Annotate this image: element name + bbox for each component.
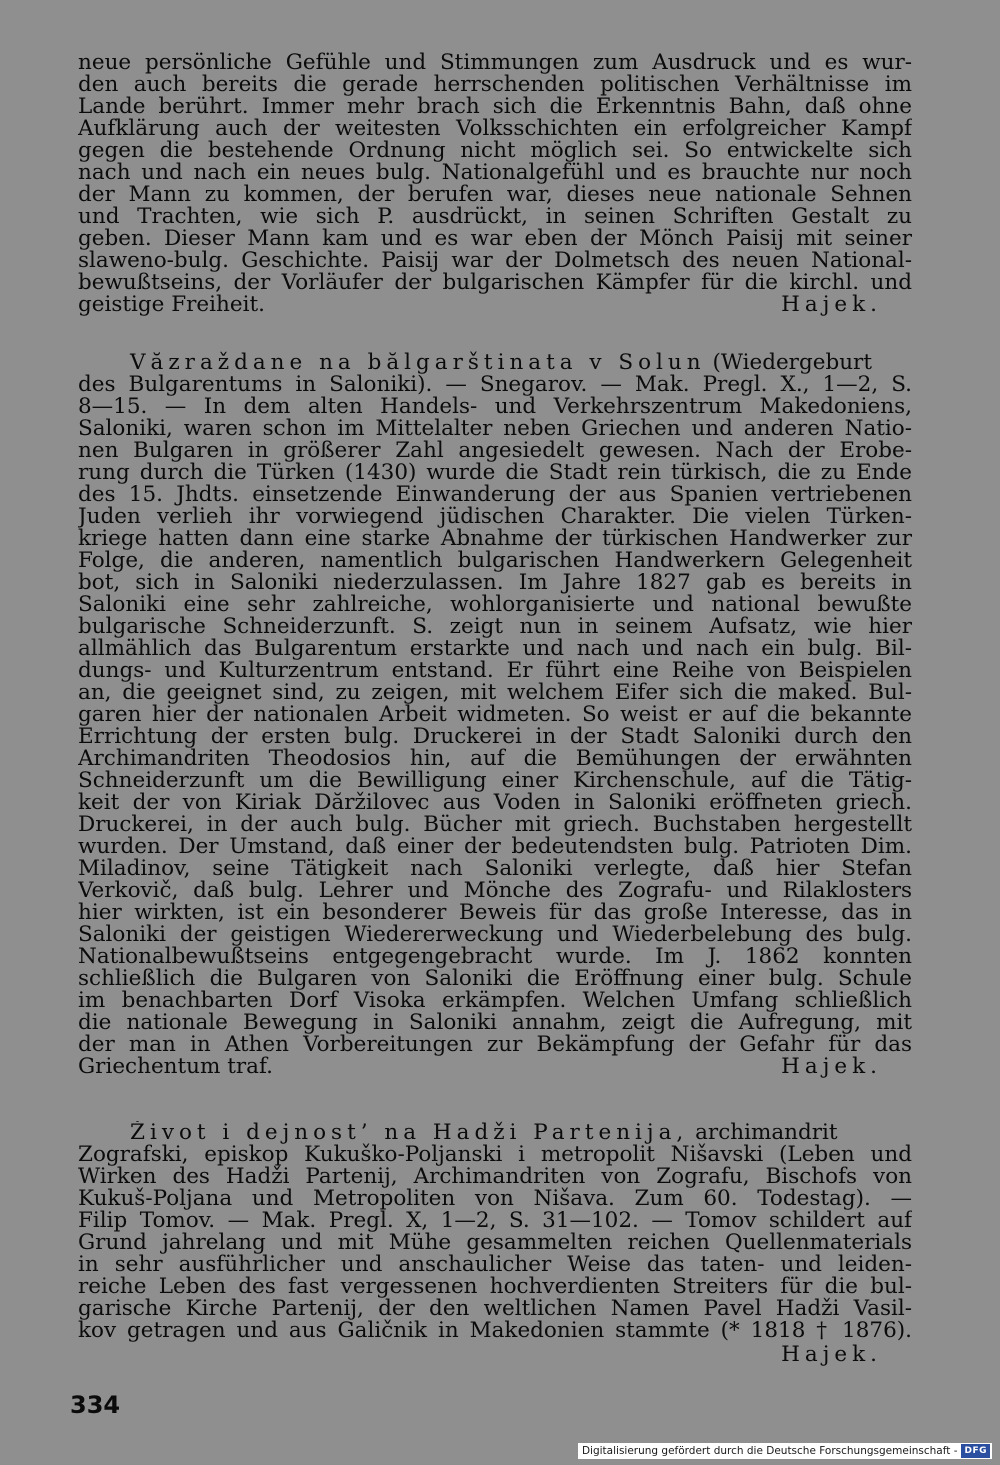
text-line: Saloniki, waren schon im Mittelalter neben Griechen und anderen Natio- <box>78 417 912 441</box>
text-line: Druckerei, in der auch bulg. Bücher mit griech. Buchstaben hergestellt <box>78 813 912 837</box>
text-line: Miladinov, seine Tätigkeit nach Saloniki verlegte, daß hier Stefan <box>78 857 912 881</box>
text-line: bewußtseins, der Vorläufer der bulgarischen Kämpfer für die kirchl. und <box>78 271 912 295</box>
text-line: bulgarische Schneiderzunft. S. zeigt nun in seinem Aufsatz, wie hier <box>78 615 912 639</box>
entry-title-rest: (Wiedergeburt <box>712 351 872 375</box>
text-line: Saloniki eine sehr zahlreiche, wohlorganisierte und national bewußte <box>78 593 912 617</box>
footer-text: Digitalisierung gefördert durch die Deutsche Forschungsgemeinschaft - <box>581 1445 958 1457</box>
text-line: an, die geeignet sind, zu zeigen, mit welchem Eifer sich die maked. Bul- <box>78 681 912 705</box>
text-line: wurden. Der Umstand, daß einer der bedeutendsten bulg. Patrioten Dim. <box>78 835 912 859</box>
text-line: Kukuš-Poljana und Metropoliten von Nišava. Zum 60. Todestag). — <box>78 1187 912 1211</box>
page-number: 334 <box>70 1391 121 1419</box>
entry-heading-line <box>78 351 912 375</box>
text-line: schließlich die Bulgaren von Saloniki die Eröffnung einer bulg. Schule <box>78 967 912 991</box>
text-line: Griechentum traf. <box>78 1055 273 1079</box>
text-line: Nationalbewußtseins entgegengebracht wurde. Im J. 1862 konnten <box>78 945 912 969</box>
text-line: geistige Freiheit. <box>78 293 265 317</box>
text-line: 8—15. — In dem alten Handels- und Verkehrszentrum Makedoniens, <box>78 395 912 419</box>
text-line: Grund jahrelang und mit Mühe gesammelten reichen Quellenmaterials <box>78 1231 912 1255</box>
text-line: geben. Dieser Mann kam und es war eben der Mönch Paisij mit seiner <box>78 227 912 251</box>
text-line: Wirken des Hadži Partenij, Archimandriten von Zografu, Bischofs von <box>78 1165 912 1189</box>
text-line: die nationale Bewegung in Saloniki annahm, zeigt die Aufregung, mit <box>78 1011 912 1035</box>
dfg-logo-icon: DFG <box>961 1444 990 1458</box>
text-line: Errichtung der ersten bulg. Druckerei in der Stadt Saloniki durch den <box>78 725 912 749</box>
text-line: im benachbarten Dorf Visoka erkämpfen. Welchen Umfang schließlich <box>78 989 912 1013</box>
text-line: und Trachten, wie sich P. ausdrückt, in seinen Schriften Gestalt zu <box>78 205 912 229</box>
text-line: Folge, die anderen, namentlich bulgarischen Handwerkern Gelegenheit <box>78 549 912 573</box>
text-line: slaweno-bulg. Geschichte. Paisij war der Dolmetsch des neuen National- <box>78 249 912 273</box>
text-line: Verkovič, daß bulg. Lehrer und Mönche des Zografu- und Rilaklosters <box>78 879 912 903</box>
text-line: garische Kirche Partenij, der den weltlichen Namen Pavel Hadži Vasil- <box>78 1297 912 1321</box>
text-line: der man in Athen Vorbereitungen zur Bekämpfung der Gefahr für das <box>78 1033 912 1057</box>
text-line: Archimandriten Theodosios hin, auf die Bemühungen der erwähnten <box>78 747 912 771</box>
text-line: nach und nach ein neues bulg. Nationalgefühl und es brauchte nur noch <box>78 161 912 185</box>
text-line: kov getragen und aus Galičnik in Makedonien stammte (* 1818 † 1876). <box>78 1319 912 1343</box>
dfg-footer <box>578 1443 992 1459</box>
entry-title: Văzraždane na bălgarštinata v Solun <box>130 351 706 375</box>
text-line: des 15. Jhdts. einsetzende Einwanderung der aus Spanien vertriebenen <box>78 483 912 507</box>
text-line: rung durch die Türken (1430) wurde die Stadt rein türkisch, die zu Ende <box>78 461 912 485</box>
entry-title: Život i dejnost’ na Hadži Partenija, <box>130 1121 689 1145</box>
text-line: gegen die bestehende Ordnung nicht möglich sei. So entwickelte sich <box>78 139 912 163</box>
text-line: in sehr ausführlicher und anschaulicher Weise das taten- und leiden- <box>78 1253 912 1277</box>
text-line: dungs- und Kulturzentrum entstand. Er führt eine Reihe von Beispielen <box>78 659 912 683</box>
text-line: den auch bereits die gerade herrschenden politischen Verhältnisse im <box>78 73 912 97</box>
text-line: nen Bulgaren in größerer Zahl angesiedelt gewesen. Nach der Erobe- <box>78 439 912 463</box>
author-signature: Hajek. <box>781 1054 882 1079</box>
text-line: Filip Tomov. — Mak. Pregl. X, 1—2, S. 31—102. — Tomov schildert auf <box>78 1209 912 1233</box>
author-signature: Hajek. <box>781 292 882 317</box>
text-line: Saloniki der geistigen Wiedererweckung und Wiederbelebung des bulg. <box>78 923 912 947</box>
text-line: allmählich das Bulgarentum erstarkte und nach und nach ein bulg. Bil- <box>78 637 912 661</box>
text-line: Lande berührt. Immer mehr brach sich die Erkenntnis Bahn, daß ohne <box>78 95 912 119</box>
text-line: hier wirkten, ist ein besonderer Beweis für das große Interesse, das in <box>78 901 912 925</box>
text-line: Zografski, episkop Kukuško-Poljanski i metropolit Nišavski (Leben und <box>78 1143 912 1167</box>
text-line: Schneiderzunft um die Bewilligung einer Kirchenschule, auf die Tätig- <box>78 769 912 793</box>
text-line: neue persönliche Gefühle und Stimmungen zum Ausdruck und es wur- <box>78 51 912 75</box>
entry-heading-line <box>78 1121 912 1145</box>
text-line: des Bulgarentums in Saloniki). — Snegarov. — Mak. Pregl. X., 1—2, S. <box>78 373 912 397</box>
text-line: reiche Leben des fast vergessenen hochverdienten Streiters für die bul- <box>78 1275 912 1299</box>
text-line: kriege hatten dann eine starke Abnahme der türkischen Handwerker zur <box>78 527 912 551</box>
text-line: bot, sich in Saloniki niederzulassen. Im Jahre 1827 gab es bereits in <box>78 571 912 595</box>
text-line: keit der von Kiriak Dăržilovec aus Voden in Saloniki eröffneten griech. <box>78 791 912 815</box>
text-line: Aufklärung auch der weitesten Volksschichten ein erfolgreicher Kampf <box>78 117 912 141</box>
text-line: garen hier der nationalen Arbeit widmeten. So weist er auf die bekannte <box>78 703 912 727</box>
author-signature: Hajek. <box>781 1342 882 1367</box>
text-line: Juden verlieh ihr vorwiegend jüdischen Charakter. Die vielen Türken- <box>78 505 912 529</box>
entry-title-rest: archimandrit <box>695 1121 838 1145</box>
text-line: der Mann zu kommen, der berufen war, dieses neue nationale Sehnen <box>78 183 912 207</box>
